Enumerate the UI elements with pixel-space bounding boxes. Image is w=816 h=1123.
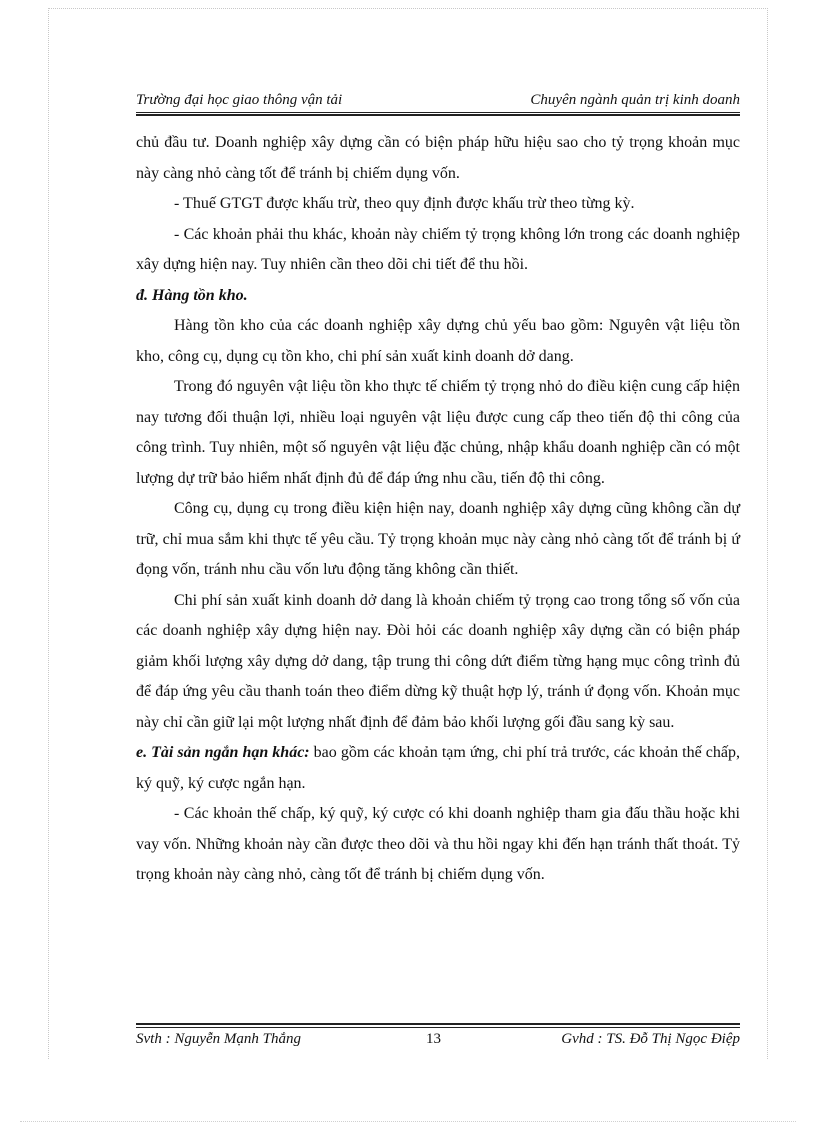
header-major: Chuyên ngành quản trị kinh doanh [530,92,740,108]
page-header [136,88,740,112]
page-number: 13 [426,1031,441,1047]
paragraph: - Các khoản phải thu khác, khoản này chiếm tỷ trọng không lớn trong các doanh nghiệp xây dựng hiện nay. Tuy nhiên cần theo dõi chi tiết để thu hồi. [136,225,740,273]
footer-supervisor: Gvhd : TS. Đỗ Thị Ngọc Điệp [561,1031,740,1047]
footer-rule-thick [136,1023,740,1025]
paragraph-text: bao gồm các khoản tạm ứng, chi phí trả trước, các khoản thế chấp, ký quỹ, ký cược ngắn hạn. [136,744,740,792]
paragraph: chủ đầu tư. Doanh nghiệp xây dựng cần có biện pháp hữu hiệu sao cho tỷ trọng khoản mục này càng nhỏ càng tốt để tránh bị chiếm dụng vốn. [136,134,740,182]
header-rule [136,112,740,113]
footer-student: Svth : Nguyễn Mạnh Thắng [136,1031,301,1047]
paragraph: Chi phí sản xuất kinh doanh dở dang là khoản chiếm tỷ trọng cao trong tổng số vốn của các doanh nghiệp xây dựng hiện nay. Đòi hỏi các doanh nghiệp xây dựng cần có biện pháp giảm khối lượng xây dựng dở dang, tập trung thi công dứt điểm từng hạng mục công trình đủ để đáp ứng yêu cầu thanh toán theo điểm dừng kỹ thuật hợp lý, tránh ứ đọng vốn. Khoản mục này chỉ cần giữ lại một lượng nhất định để đảm bảo khối lượng gối đầu sang kỳ sau. [136,591,740,731]
paragraph: Trong đó nguyên vật liệu tồn kho thực tế chiếm tỷ trọng nhỏ do điều kiện cung cấp hiện nay tương đối thuận lợi, nhiều loại nguyên vật liệu được cung cấp theo tiến độ thi công của công trình. Tuy nhiên, một số nguyên vật liệu đặc chủng, nhập khẩu doanh nghiệp cần có một lượng dự trữ bảo hiểm nhất định đủ để đáp ứng nhu cầu, tiến độ thi công. [136,378,740,487]
document-body [136,128,740,891]
paragraph: Hàng tồn kho của các doanh nghiệp xây dựng chủ yếu bao gồm: Nguyên vật liệu tồn kho, công cụ, dụng cụ tồn kho, chi phí sản xuất kinh doanh dở dang. [136,317,740,365]
section-heading-other-assets: e. Tài sản ngắn hạn khác: [136,744,310,761]
header-university: Trường đại học giao thông vận tải [136,92,343,108]
paragraph: - Các khoản thế chấp, ký quỹ, ký cược có khi doanh nghiệp tham gia đấu thầu hoặc khi vay vốn. Những khoản này cần được theo dõi và thu hồi ngay khi đến hạn tránh thất thoát. Tỷ trọng khoản này càng nhỏ, càng tốt để tránh bị chiếm dụng vốn. [136,805,740,883]
page-footer [136,1027,740,1051]
page-bottom-edge [20,1121,796,1122]
paragraph-other-assets [136,738,740,799]
header-rule-thick [136,114,740,116]
section-heading-inventory: đ. Hàng tồn kho. [136,286,248,304]
paragraph: - Thuế GTGT được khấu trừ, theo quy định được khấu trừ theo từng kỳ. [174,195,635,212]
paragraph: Công cụ, dụng cụ trong điều kiện hiện nay, doanh nghiệp xây dựng cũng không cần dự trữ, chỉ mua sắm khi thực tế yêu cầu. Tỷ trọng khoản mục này càng nhỏ càng tốt để tránh bị ứ đọng vốn, tránh nhu cầu vốn lưu động tăng không cần thiết. [136,500,740,578]
